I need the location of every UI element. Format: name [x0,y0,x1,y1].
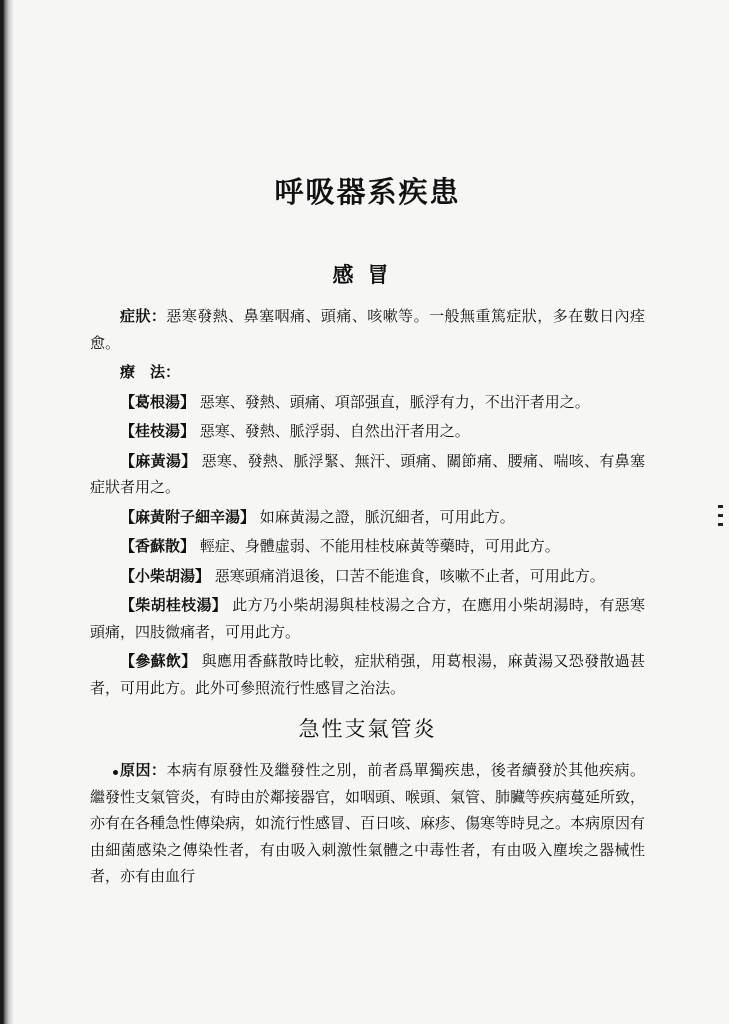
therapy-label: 療 法： [120,363,181,381]
remedy-name: 【參蘇飲】 [120,652,197,670]
remedy-paragraph [90,448,645,501]
remedy-paragraph [90,563,645,590]
remedy-name: 【桂枝湯】 [120,422,196,440]
margin-mark [718,514,723,517]
remedy-paragraph [90,504,645,531]
remedy-text: 惡寒頭痛消退後，口苦不能進食，咳嗽不止者，可用此方。 [214,566,605,585]
symptoms-paragraph [90,303,645,356]
therapy-heading [90,359,645,386]
remedy-paragraph [90,418,645,445]
remedy-text: 如麻黃湯之證，脈沉細者，可用此方。 [259,507,515,526]
chapter-title: 呼吸器系疾患 [274,175,461,209]
margin-mark [718,523,723,526]
section-title-acute-bronchitis: 急性支氣管炎 [298,717,437,741]
remedy-text: 惡寒、發熱、頭痛、項部强直，脈浮有力，不出汗者用之。 [199,392,590,411]
remedy-text: 惡寒、發熱、脈浮弱、自然出汗者用之。 [199,422,470,440]
page-binding-edge [0,0,14,1024]
symptoms-label: 症狀： [120,307,167,325]
remedy-text: 與應用香蘇散時比較，症狀稍强，用葛根湯，麻黃湯又恐發散過甚者，可用此方。此外可參照流行性感冒之治法。 [90,652,645,697]
remedy-paragraph [90,533,645,560]
remedy-text: 輕症、身體虛弱、不能用桂枝麻黃等藥時，可用此方。 [199,537,560,555]
remedy-text: 惡寒、發熱、脈浮緊、無汗、頭痛、關節痛、腰痛、喘咳、有鼻塞症狀者用之。 [90,451,645,496]
remedy-name: 【麻黃湯】 [120,451,197,470]
margin-mark [718,505,723,508]
section-title-cold: 感冒 [332,262,403,287]
remedy-paragraph [90,648,645,701]
remedy-name: 【柴胡桂枝湯】 [120,596,228,614]
remedy-name: 【葛根湯】 [120,392,196,411]
page-content [90,170,645,893]
remedy-name: 【小柴胡湯】 [120,566,211,585]
remedy-name: 【香蘇散】 [120,537,196,555]
remedy-paragraph [90,389,645,416]
cause-paragraph [90,757,645,890]
cause-text: 本病有原發性及繼發性之別，前者爲單獨疾患，後者續發於其他疾病。繼發性支氣管炎，有時由於鄰接器官，如咽頭、喉頭、氣管、肺臟等疾病蔓延所致，亦有在各種急性傳染病，如流行性感冒、百日咳、麻疹、傷寒等時見之。本病原因有由細菌感染之傳染性者，有由吸入刺激性氣體之中毒性者，有由吸入塵埃之器械性者，亦有由血行 [90,761,646,885]
remedy-name: 【麻黃附子細辛湯】 [120,507,256,526]
remedy-paragraph [90,592,645,645]
symptoms-text: 惡寒發熱、鼻塞咽痛、頭痛、咳嗽等。一般無重篤症狀，多在數日內痊愈。 [90,307,645,352]
remedy-text: 此方乃小柴胡湯與桂枝湯之合方，在應用小柴胡湯時，有惡寒頭痛，四肢微痛者，可用此方。 [90,596,645,641]
cause-label: 原因： [120,761,167,779]
